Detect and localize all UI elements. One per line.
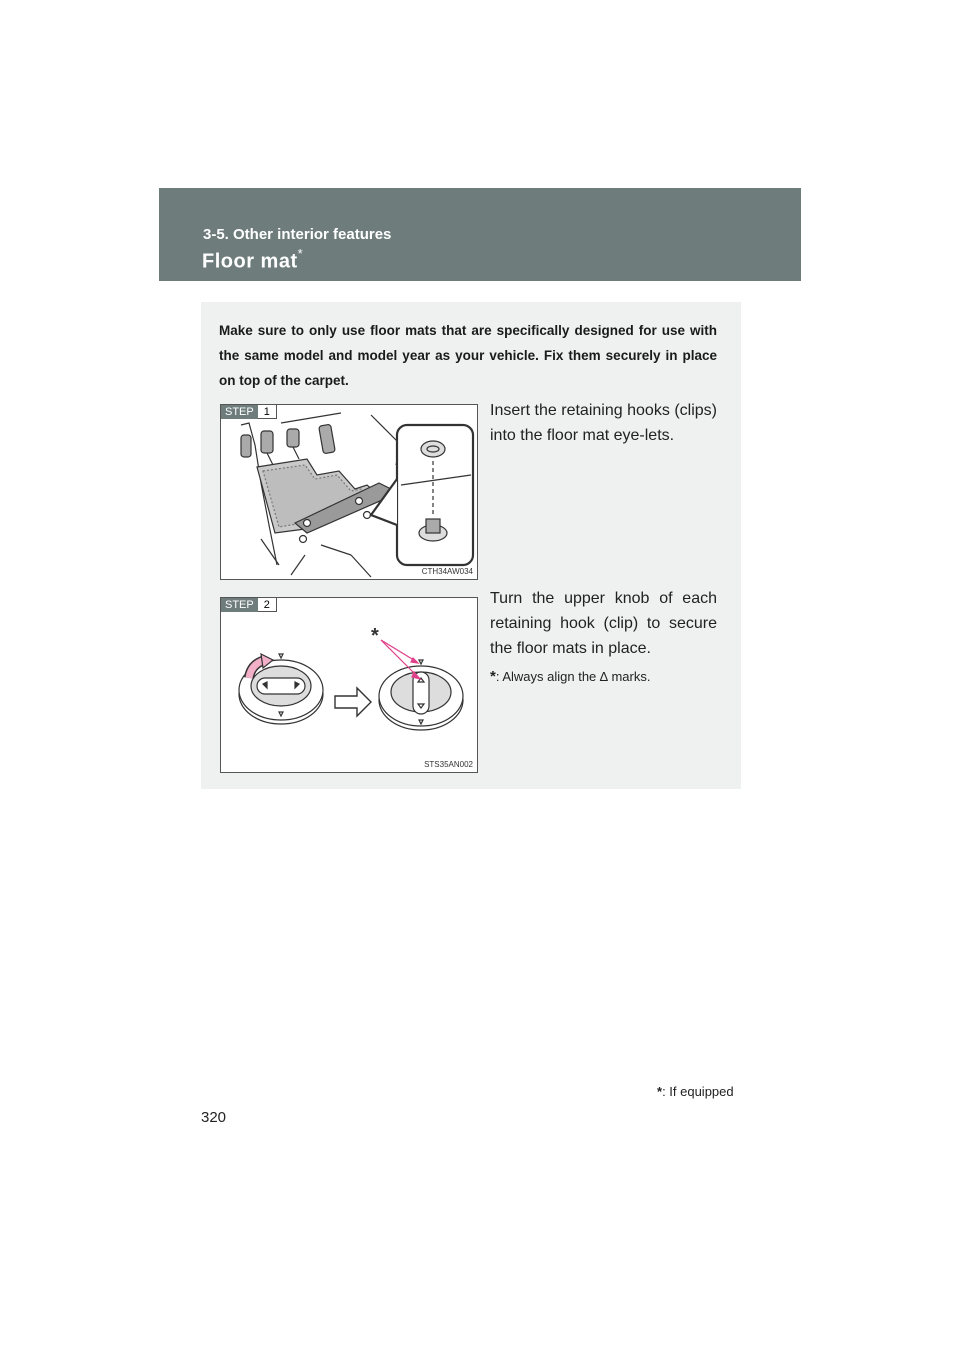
- page-number: 320: [201, 1109, 227, 1126]
- intro-text: Make sure to only use floor mats that are specifically designed for use with the same model and model year as your vehicle. Fix them securely in place on top of the carpet.: [219, 323, 717, 388]
- step-1-figure: [220, 404, 478, 580]
- step-badge-word: STEP: [221, 405, 258, 419]
- align-marks-note: [490, 668, 650, 685]
- step-badge-number: 1: [258, 405, 277, 419]
- footnote-asterisk: *: [657, 1084, 663, 1099]
- step-2-badge: [221, 598, 277, 612]
- step-2-text: Turn the upper knob of each retaining hook (clip) to secure the floor mats in place.: [490, 590, 717, 657]
- page-title-text: Floor mat: [202, 250, 298, 273]
- step-2-figure: [220, 597, 478, 773]
- if-equipped-footnote: [657, 1084, 734, 1099]
- step-1-badge: [221, 405, 277, 419]
- step-badge-number: 2: [258, 598, 277, 612]
- note-asterisk: *: [490, 668, 496, 685]
- section-header: [159, 188, 801, 281]
- figure-code: STS35AN002: [424, 760, 473, 769]
- if-equipped-mark: *: [297, 246, 304, 261]
- section-label: 3-5. Other interior features: [203, 226, 392, 243]
- retaining-hook-knob-illustration: [221, 598, 477, 772]
- content-panel: [201, 302, 741, 789]
- floor-mat-hook-illustration: [221, 405, 477, 579]
- step-badge-word: STEP: [221, 598, 258, 612]
- page-title: [202, 248, 303, 274]
- footnote-text: : If equipped: [662, 1084, 734, 1099]
- step-1-text: Insert the retaining hooks (clips) into the floor mat eye-lets.: [490, 402, 717, 444]
- note-text: : Always align the ∆ marks.: [495, 669, 651, 684]
- figure-asterisk: *: [371, 625, 379, 647]
- figure-code: CTH34AW034: [421, 567, 473, 576]
